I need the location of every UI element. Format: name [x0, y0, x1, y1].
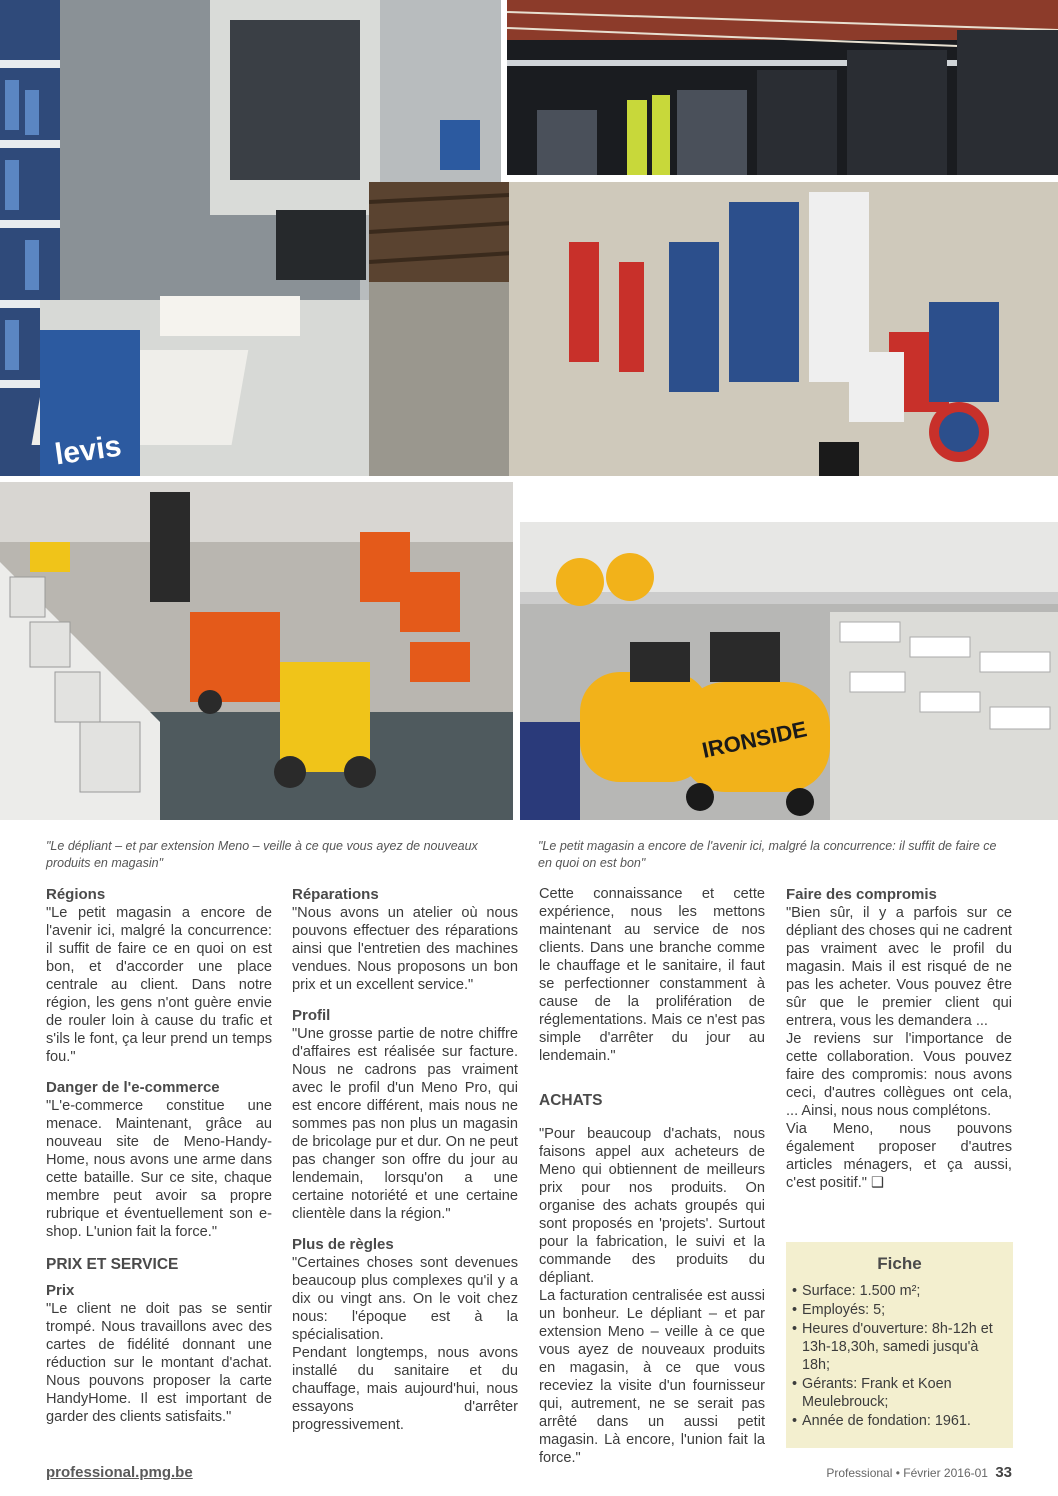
- paragraph-prix: "Le client ne doit pas se sentir trompé. Nous travaillons avec des cartes de fidélité donnant une réduction sur le montant d'achat. Nous pouvons proposer la carte HandyHome. Il est important de garder des clients satisfaits.": [46, 1301, 272, 1425]
- heading-prix-et-service: PRIX ET SERVICE: [46, 1256, 179, 1273]
- paragraph-achats-2: La facturation centralisée est aussi un bonheur. Le dépliant – et par extension Meno – veille à ce que vous ayez de nouveaux produits en magasin, à ce que vous receviez la visite d'un fournisseur qui, autrement, ne se serait pas arrêté dans un aussi petit magasin. Là encore, l'union fait la force.": [539, 1288, 765, 1466]
- fiche-box: [786, 1242, 1013, 1448]
- heading-reparations: Réparations: [292, 886, 379, 903]
- paragraph-plus-de-regles-2: Pendant longtemps, nous avons installé du sanitaire et du chauffage, mais aujourd'hui, nous essayons d'arrêter progressivement.: [292, 1345, 518, 1433]
- paragraph-compromis-2: Je reviens sur l'importance de cette collaboration. Vous pouvez faire des compromis: nous avons ceci, d'autres collègues ont cela, ... Ainsi, nous nous complétons.: [786, 1031, 1012, 1119]
- heading-plus-de-regles: Plus de règles: [292, 1236, 394, 1253]
- levis-logo-text: levis: [52, 429, 124, 472]
- fiche-title: Fiche: [877, 1254, 922, 1273]
- photo-compressors: [520, 522, 1058, 820]
- fiche-item-heures: • Heures d'ouverture: 8h-12h et 13h-18,30h, samedi jusqu'à 18h;: [792, 1320, 1007, 1374]
- paragraph-profil: "Une grosse partie de notre chiffre d'affaires est réalisée sur facture. Nous ne cadrons pas vraiment avec le profil d'un Meno Pro, qui est encore différent, mais nous ne sommes pas non plus un magasin de bricolage pur et dur. On ne peut pas changer son offre du jour au lendemain, lorsqu'on a une certaine notoriété et une certaine clientèle dans la région.": [292, 1026, 518, 1222]
- heading-regions: Régions: [46, 886, 106, 903]
- article-column-2: [292, 885, 518, 1434]
- heading-achats: ACHATS: [539, 1092, 603, 1109]
- page-number: 33: [995, 1464, 1012, 1481]
- heading-faire-des-compromis: Faire des compromis: [786, 886, 937, 903]
- paragraph-reparations: "Nous avons un atelier où nous pouvons effectuer des réparations ainsi que l'entretien des machines vendues. Nous proposons un bon prix et un excellent service.": [292, 905, 518, 993]
- fiche-item-fondation: • Année de fondation: 1961.: [792, 1412, 1007, 1430]
- article-column-4: [786, 885, 1012, 1192]
- ironside-brand-text: IRONSIDE: [699, 716, 810, 763]
- footer-website-link[interactable]: professional.pmg.be: [46, 1464, 193, 1481]
- paragraph-plus-de-regles-1: "Certaines choses sont devenues beaucoup plus complexes qu'il y a dix ou vingt ans. On le voit chez nous: l'époque est à la spécialisation.: [292, 1255, 518, 1343]
- photo-caption-right: "Le petit magasin a encore de l'avenir ici, malgré la concurrence: il suffit de faire ce en quoi on est bon": [538, 839, 997, 870]
- heading-danger-ecommerce: Danger de l'e-commerce: [46, 1079, 220, 1096]
- photo-auto-accessories: [369, 182, 1058, 476]
- fiche-item-employes: • Employés: 5;: [792, 1301, 1007, 1319]
- article-column-3: [539, 885, 765, 1467]
- fiche-list: [792, 1282, 1007, 1430]
- fiche-item-gerants: • Gérants: Frank et Koen Meulebrouck;: [792, 1375, 1007, 1411]
- photo-workwear: [507, 0, 1058, 175]
- paragraph-regions: "Le petit magasin a encore de l'avenir ici, malgré la concurrence: il suffit de faire ce en quoi on est bon, et d'accorder une place centrale au client. Dans notre région, les gens n'ont guère envie de rouler loin à cause du trafic et s'ils le font, ça leur prend un temps fou.": [46, 905, 272, 1065]
- footer-magazine-issue: Professional • Février 2016-01: [826, 1466, 988, 1480]
- paragraph-compromis-1: "Bien sûr, il y a parfois sur ce dépliant des choses qui ne cadrent pas vraiment avec le profil du magasin. Mais il est risqué de ne pas les acheter. Vous pouvez être sûr que le premier client qui entrera, vous les demandera ...: [786, 905, 1012, 1029]
- article-column-1: [46, 885, 272, 1426]
- footer-page-info: [826, 1464, 1012, 1481]
- paragraph-danger-ecommerce: "L'e-commerce constitue une menace. Maintenant, grâce au nouveau site de Meno-Handy-Home, nous avons une arme dans cette bataille. Sur ce site, chaque membre peut avoir sa propre rubrique et éventuellement son e-shop. L'union fait la force.": [46, 1098, 272, 1240]
- heading-prix: Prix: [46, 1282, 75, 1299]
- heading-profil: Profil: [292, 1007, 331, 1024]
- paragraph-achats-1: "Pour beaucoup d'achats, nous faisons appel aux acheteurs de Meno qui obtiennent de meilleurs prix pour nos produits. On organise des achats groupés qui sont proposés en 'projets'. Surtout pour la fabrication, le suivi et la commande des produits du dépliant.: [539, 1126, 765, 1286]
- photo-caption-left: "Le dépliant – et par extension Meno – veille à ce que vous ayez de nouveaux produits en magasin": [46, 839, 478, 870]
- paragraph-continuation: Cette connaissance et cette expérience, nous les mettons maintenant au service de nos clients. Dans une branche comme le chauffage et le sanitaire, il faut se perfectionner constamment à cause de la prolifération de réglementations. Mais ce n'est pas simple d'arrêter du jour au lendemain.": [539, 886, 765, 1064]
- photo-lawn-mowers: [0, 482, 513, 820]
- paragraph-compromis-3: Via Meno, nous pouvons également proposer d'autres articles ménagers, et ça aussi, c'est positif." ❑: [786, 1121, 1012, 1191]
- fiche-item-surface: • Surface: 1.500 m²;: [792, 1282, 1007, 1300]
